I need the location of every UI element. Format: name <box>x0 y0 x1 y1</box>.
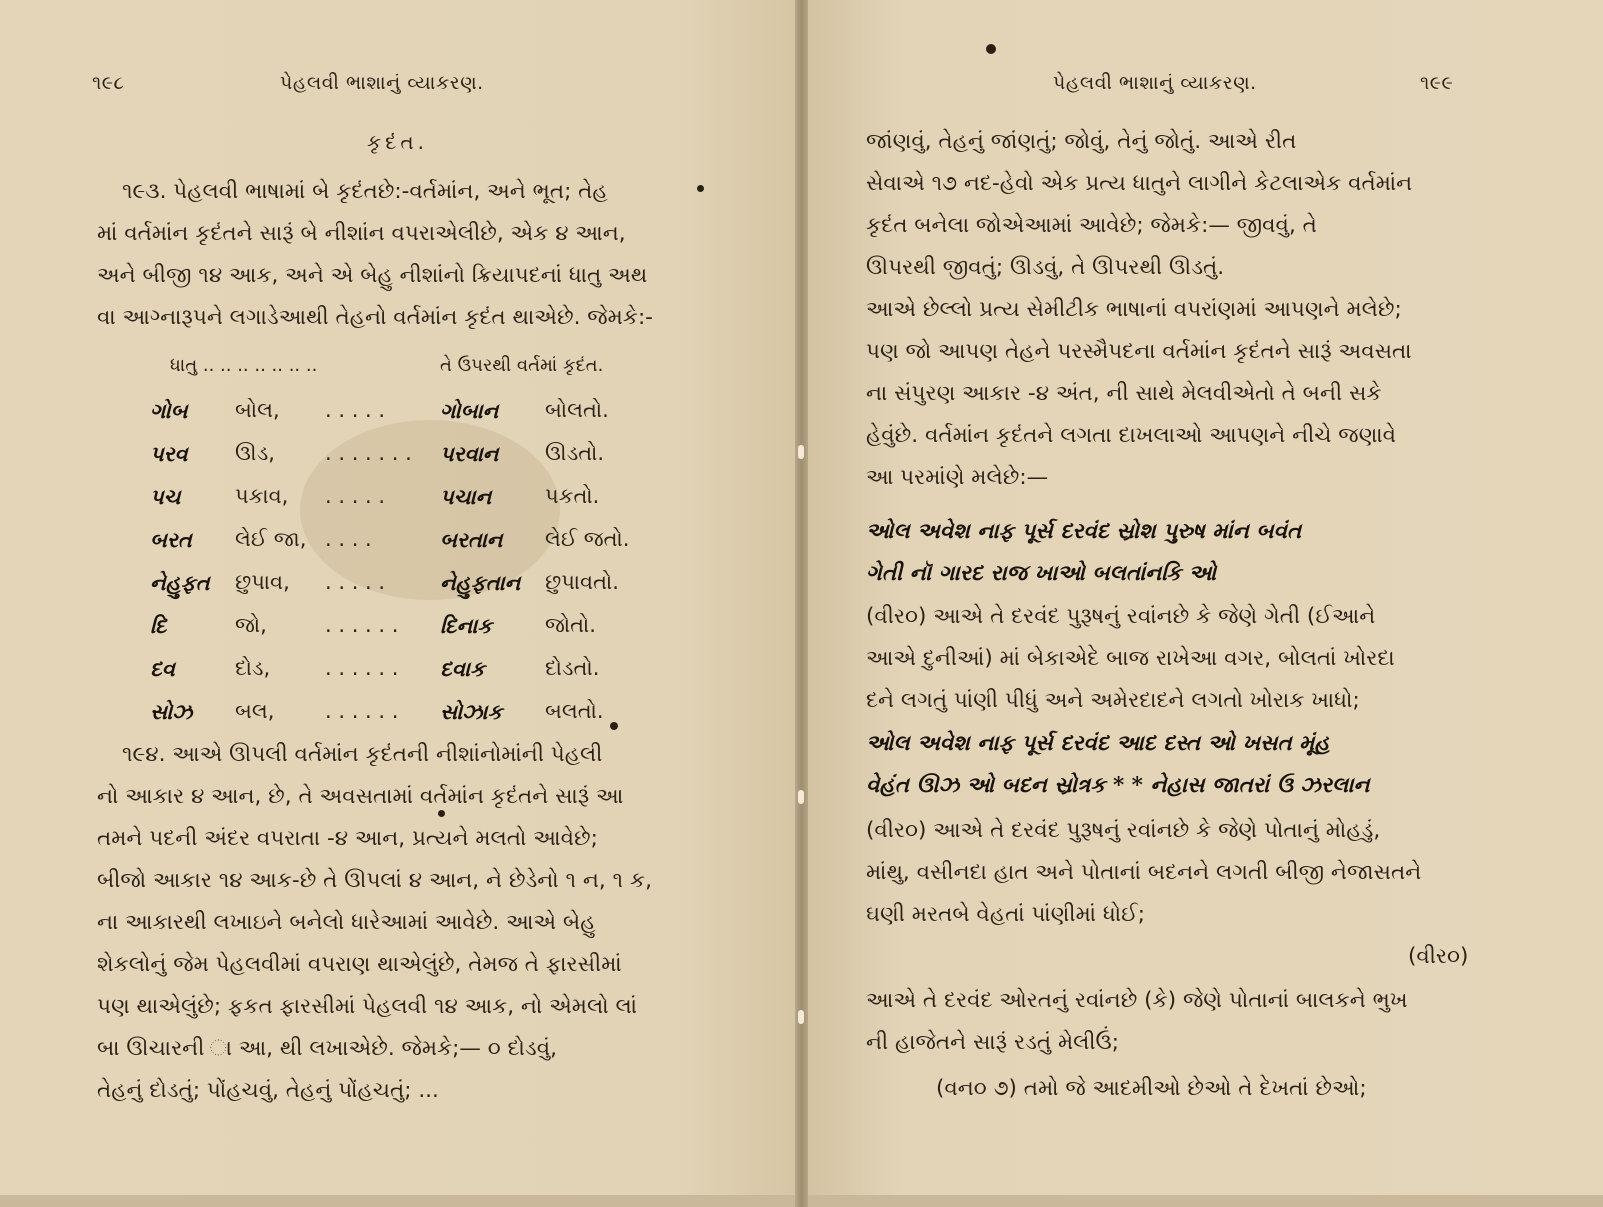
table-row <box>150 570 650 598</box>
text-line: ઊપરથી જીવતું; ઊડવું, તે ઊપરથી ઊડતું. <box>866 255 1225 280</box>
text-line: કૃદંત બનેલા જોએઆમાં આવેછે; જેમકે:— જીવવું, તે <box>866 213 1317 238</box>
root-word: જો, <box>235 613 267 637</box>
text-line: હેવુંછે. વર્તમાંન કૃદંતને લગતા દાખલાઓ આપણને નીચે જણાવે <box>866 423 1397 448</box>
leader-dots: . . . . . <box>325 570 386 594</box>
text-line: ઘણી મરતબે વેહતાં પાંણીમાં ધોઈ; <box>866 902 1145 927</box>
text-line: આ પરમાંણે મલેછે:— <box>866 465 1049 490</box>
participle-word: છુપાવતો. <box>545 570 619 594</box>
leader-dots: . . . . . . . <box>325 441 412 465</box>
root-word: દોડ, <box>235 656 271 680</box>
table-row <box>150 656 650 684</box>
text-line: ૧૯૩. પેહલવી ભાષામાં બે કૃદંતછે:-વર્તમાંન, અને ભૂત; તેહ <box>122 179 608 204</box>
text-line: પણ જો આપણ તેહને પરસ્મૈપદના વર્તમાંન કૃદંતને સારૂં અવસતા <box>866 339 1412 364</box>
pahlavi-participle: નેહુફતાન <box>440 570 521 595</box>
leader-dots: . . . . <box>325 527 372 551</box>
text-line: (વીર૦) આએ તે દરવંદ પુરૂષનું રવાંનછે કે જેણે ગેતી (ઈઆને <box>866 604 1376 629</box>
text-line: દને લગતું પાંણી પીધું અને અમેરદાદને લગતો ખોરાક ખાધો; <box>866 688 1360 713</box>
binding-hole <box>798 445 804 459</box>
pahlavi-root: બરત <box>150 527 192 552</box>
pahlavi-root: ગોબ <box>150 398 188 423</box>
left-page <box>0 0 795 1195</box>
text-line: ના આકારથી લખાઇને બનેલો ધારેઆમાં આવેછે. આએ બેહુ <box>97 910 596 935</box>
pahlavi-line: વેહંત ઊઝ ઓ બદન સ્રોત્રક * * નેહાસ જાતરાં ઉ ઝરલાન <box>866 773 1370 798</box>
pahlavi-participle: દવાક <box>440 656 485 681</box>
root-word: લેઈ જા, <box>235 527 307 551</box>
text-line: ના સંપુરણ આકાર -૪ અંત, ની સાથે મેલવીએતો તે બની સકે <box>866 381 1382 406</box>
section-title: કૃદંત. <box>367 130 428 154</box>
ink-spot <box>610 722 618 730</box>
pahlavi-root: દિ <box>150 613 167 638</box>
text-line: (વન૦ ૭) તમો જે આદમીઓ છેઓ તે દેખતાં છેઓ; <box>936 1076 1367 1101</box>
pahlavi-participle: બરતાન <box>440 527 503 552</box>
text-line: આએ દુનીઆં) માં બેકાએદે બાજ રાખેઆ વગર, બોલતાં ખોરદા <box>866 646 1395 671</box>
table-row <box>150 699 650 727</box>
table-row <box>150 527 650 555</box>
text-line: ની હાજેતને સારૂં રડતું મેલીઉં; <box>866 1030 1120 1055</box>
pahlavi-participle: દિનાક <box>440 613 493 638</box>
running-header: પેહલવી ભાશાનું વ્યાકરણ. <box>280 72 484 94</box>
ink-spot <box>986 44 996 54</box>
participle-word: બોલતો. <box>545 398 609 422</box>
page-number: ૧૯૯ <box>1420 72 1454 94</box>
participle-word: ઊડતો. <box>545 441 605 465</box>
text-line: શેકલોનું જેમ પેહલવીમાં વપરાણ થાએલુંછે, તેમજ તે ફારસીમાં <box>97 952 622 977</box>
binding-hole <box>798 790 804 804</box>
pahlavi-root: દવ <box>150 656 175 681</box>
text-line: બીજો આકાર ૧૪ આક-છે તે ઊપલાં ૪ આન, ને છેડેનો ૧ ન, ૧ ક, <box>97 868 652 893</box>
text-line: તમને પદની અંદર વપરાતા -૪ આન, પ્રત્યને મલતો આવેછે; <box>97 826 598 851</box>
table-row <box>150 441 650 469</box>
pahlavi-participle: પચાન <box>440 484 492 509</box>
page-number: ૧૯૮ <box>92 72 125 94</box>
participle-word: બલતો. <box>545 699 604 723</box>
text-line: પણ થાએલુંછે; ફકત ફારસીમાં પેહલવી ૧૪ આક, નો એમલો લાં <box>97 994 637 1019</box>
table-row <box>150 613 650 641</box>
root-word: બોલ, <box>235 398 280 422</box>
table-header-right: તે ઉપરથી વર્તમાં કૃદંત. <box>440 355 604 376</box>
root-word: બલ, <box>235 699 275 723</box>
text-line: આએ છેલ્લો પ્રત્ય સેમીટીક ભાષાનાં વપરાંણમાં આપણને મલેછે; <box>866 297 1402 322</box>
ink-spot <box>697 185 704 192</box>
leader-dots: . . . . . <box>325 484 386 508</box>
pahlavi-line: ઓલ અવેશ નાફ પૂર્સ દરવંદ સ્રોશ પુરુષ માંન બવંત <box>866 519 1302 544</box>
leader-dots: . . . . . . <box>325 699 399 723</box>
text-line: (વીર૦) <box>1408 944 1469 969</box>
text-line: ૧૯૪. આએ ઊપલી વર્તમાંન કૃદંતની નીશાંનોમાંની પેહલી <box>122 742 603 767</box>
participle-word: દોડતો. <box>545 656 600 680</box>
table-header <box>170 355 670 381</box>
pahlavi-root: પરવ <box>150 441 188 466</box>
text-line: તેહનું દોડતું; પોંહચવું, તેહનું પોંહચતું; ... <box>97 1078 439 1103</box>
pahlavi-line: ગેતી નૉ ગારદ રાજ ખાઓ બલતાંનકિ ઓ <box>866 561 1217 586</box>
pahlavi-participle: પરવાન <box>440 441 499 466</box>
pahlavi-participle: ગોબાન <box>440 398 499 423</box>
text-line: (વીર૦) આએ તે દરવંદ પુરૂષનું રવાંનછે કે જેણે પોતાનું મોહડું, <box>866 818 1381 843</box>
text-line: માંથુ, વસીનદા હાત અને પોતાનાં બદનને લગતી બીજી નેજાસતને <box>866 860 1422 885</box>
table-row <box>150 484 650 512</box>
root-word: ઊડ, <box>235 441 275 465</box>
book-gutter <box>795 0 808 1207</box>
ink-spot <box>438 810 445 817</box>
running-header: પેહલવી ભાશાનું વ્યાકરણ. <box>1053 72 1257 94</box>
pahlavi-root: પચ <box>150 484 181 509</box>
root-word: છુપાવ, <box>235 570 290 594</box>
text-line: બા ઊચારની ા આ, થી લખાએછે. જેમકે;— ૦ દોડવું, <box>97 1036 557 1061</box>
leader-dots: . . . . . <box>325 398 386 422</box>
pahlavi-participle: સોઝાક <box>440 699 503 724</box>
text-line: અને બીજી ૧૪ આક, અને એ બેહુ નીશાંનો ક્રિયાપદનાં ધાતુ અથ <box>97 263 648 288</box>
pahlavi-root: નેહુફત <box>150 570 210 595</box>
table-header-left: ધાતુ .. .. .. .. .. .. .. <box>170 355 318 376</box>
text-line: વા આગ્નારૂપને લગાડેઆથી તેહનો વર્તમાંન કૃદંત થાએછે. જેમકે:- <box>97 305 653 330</box>
participle-word: પકતો. <box>545 484 600 508</box>
pahlavi-root: સોઝ <box>150 699 193 724</box>
text-line: માં વર્તમાંન કૃદંતને સારૂં બે નીશાંન વપરાએલીછે, એક ૪ આન, <box>97 221 626 246</box>
participle-word: જોતો. <box>545 613 596 637</box>
root-word: પકાવ, <box>235 484 289 508</box>
right-page <box>808 0 1603 1195</box>
leader-dots: . . . . . . <box>325 613 399 637</box>
text-line: આએ તે દરવંદ ઓરતનું રવાંનછે (કે) જેણે પોતાનાં બાલકને ભુખ <box>866 988 1408 1013</box>
participle-word: લેઈ જતો. <box>545 527 630 551</box>
binding-hole <box>798 1010 804 1024</box>
pahlavi-line: ઓલ અવેશ નાફ પૂર્સ દરવંદ આદ દસ્ત ઓ ખસત મૂંહ <box>866 731 1330 756</box>
text-line: સેવાએ ૧૭ નદ-હેવો એક પ્રત્ય ધાતુને લાગીને કેટલાએક વર્તમાંન <box>866 171 1413 196</box>
table-row <box>150 398 650 426</box>
leader-dots: . . . . . . <box>325 656 399 680</box>
text-line: જાંણવું, તેહનું જાંણતું; જોવું, તેનું જોતું. આએ રીત <box>866 129 1297 154</box>
text-line: નો આકાર ૪ આન, છે, તે અવસતામાં વર્તમાંન કૃદંતને સારૂં આ <box>97 784 624 809</box>
